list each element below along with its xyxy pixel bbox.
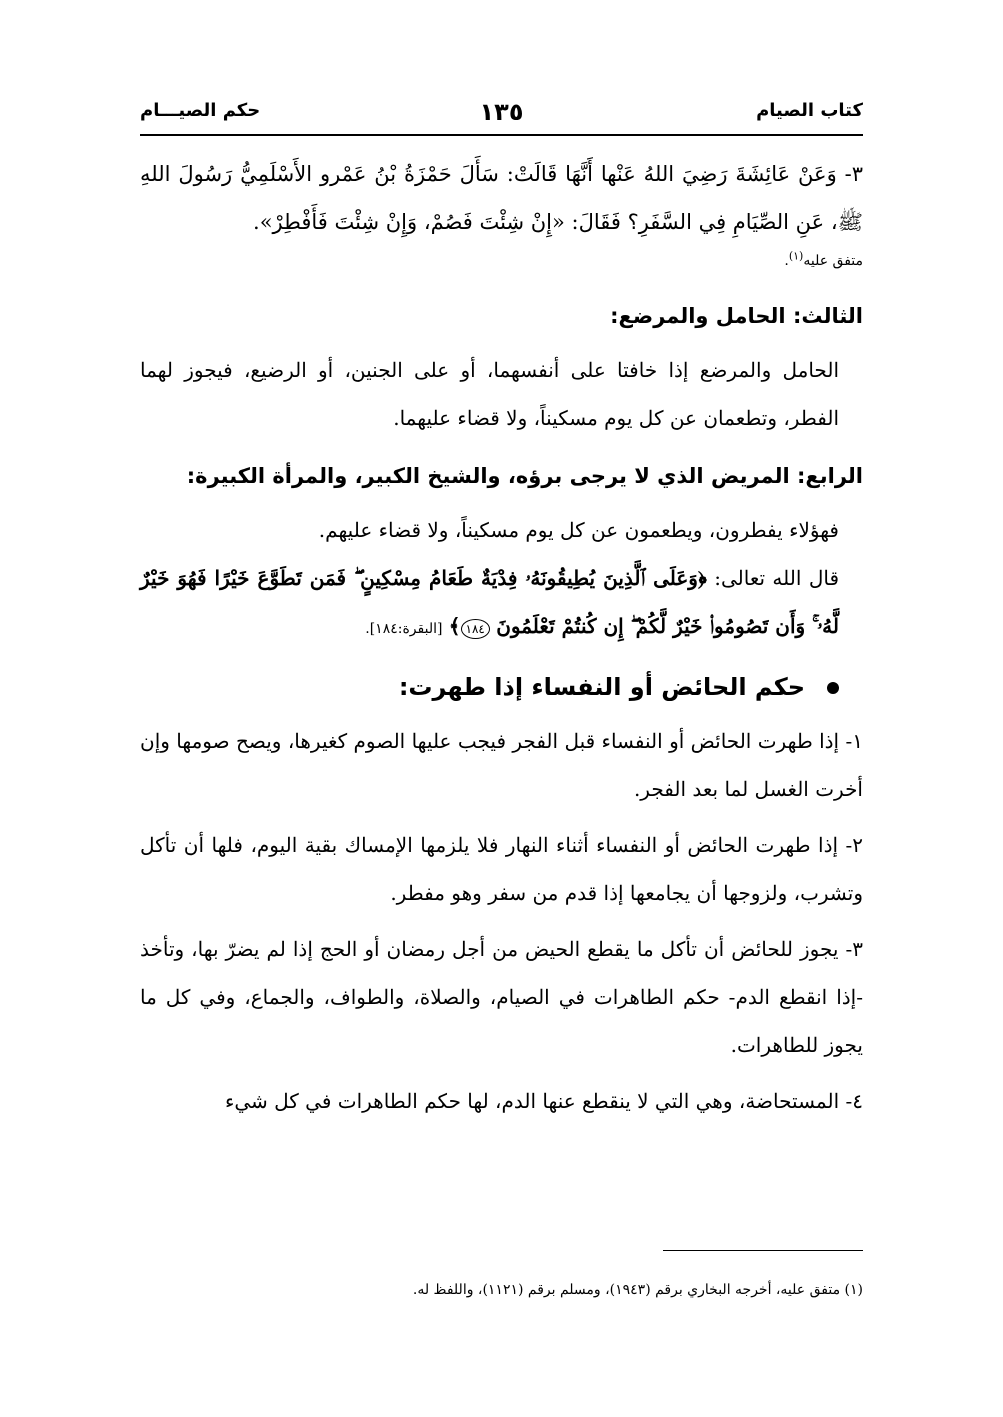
list-item: ٢- إذا طهرت الحائض أو النفساء أثناء النهار فلا يلزمها الإمساك بقية اليوم، فلها أن تأكل وتشرب، ولزوجها أن يجامعها إذا قدم من سفر وهو مفطر. [140, 833, 863, 905]
section-body-fourth: فهؤلاء يفطرون، ويطعمون عن كل يوم مسكيناً، ولا قضاء عليهم. [318, 518, 839, 542]
bullet-dot-icon [827, 682, 839, 694]
footnote-divider [663, 1250, 863, 1251]
ayah-reference: [البقرة:١٨٤]. [365, 621, 443, 637]
section-body-third: الحامل والمرضع إذا خافتا على أنفسهما، أو على الجنين، أو الرضيع، فيجوز لهما الفطر، وتطعمان عن كل يوم مسكيناً، ولا قضاء عليهما. [140, 358, 839, 430]
chapter-title: حكم الصيـــام [140, 100, 261, 121]
hadith-source-label: متفق عليه [803, 253, 863, 269]
page-content [140, 150, 863, 1133]
hadith-source: متفق عليه$^{(١)}$. [784, 249, 863, 269]
book-title: كتاب الصيام [756, 100, 863, 121]
quran-verse-paragraph [140, 554, 863, 653]
hadith-text: ٣- وَعَنْ عَائِشَةَ رَضِيَ اللهُ عَنْها أَنَّهَا قَالَتْ: سَأَلَ حَمْزَةُ بْنُ عَمْرو الأَسْلَمِيُّ رَسُولَ اللهِ ﷺ، عَنِ الصِّيَامِ فِي السَّفَرِ؟ فَقَالَ: «إِنْ شِئْتَ فَصُمْ، وَإِنْ شِئْتَ فَأَفْطِرْ». [140, 162, 863, 234]
list-item: ٣- يجوز للحائض أن تأكل ما يقطع الحيض من أجل رمضان أو الحج إذا لم يضرّ بها، وتأخذ -إذا انقطع الدم- حكم الطاهرات في الصيام، والصلاة، والطواف، والجماع، وفي كل ما يجوز للطاهرات. [140, 937, 863, 1057]
bullet-heading [140, 663, 863, 711]
page-header [140, 100, 863, 130]
header-divider [140, 134, 863, 136]
footnote-reference: (١) [788, 249, 804, 263]
ayah-text: ﴿وَعَلَى ٱلَّذِينَ يُطِيقُونَهُۥ فِدْيَةٌ طَعَامُ مِسْكِينٍ ۖ فَمَن تَطَوَّعَ خَيْرًا فَهُوَ خَيْرٌ لَّهُۥ ۚ وَأَن تَصُومُوا۟ خَيْرٌ لَّكُمْ ۖ إِن كُنتُمْ تَعْلَمُونَ [140, 566, 839, 638]
footnote-text: (١) متفق عليه، أخرجه البخاري برقم (١٩٤٣)، ومسلم برقم (١١٢١)، واللفظ له. [412, 1282, 863, 1298]
page-number: ١٣٥ [479, 98, 524, 126]
list-item: ٤- المستحاضة، وهي التي لا ينقطع عنها الدم، لها حكم الطاهرات في كل شيء [224, 1089, 863, 1113]
list-item: ١- إذا طهرت الحائض أو النفساء قبل الفجر فيجب عليها الصوم كغيرها، ويصح صومها وإن أخرت الغسل لما بعد الفجر. [140, 729, 863, 801]
section-heading-fourth: الرابع: المريض الذي لا يرجى برؤه، والشيخ الكبير، والمرأة الكبيرة: [186, 464, 863, 488]
bullet-heading-text: حكم الحائض أو النفساء إذا طهرت: [398, 673, 805, 701]
ayah-intro: قال الله تعالى: [714, 566, 840, 590]
section-heading-third: الثالث: الحامل والمرضع: [610, 304, 863, 328]
ayah-close-bracket: ﴾ [448, 614, 461, 638]
ayah-number-marker: ١٨٤ [461, 619, 490, 639]
